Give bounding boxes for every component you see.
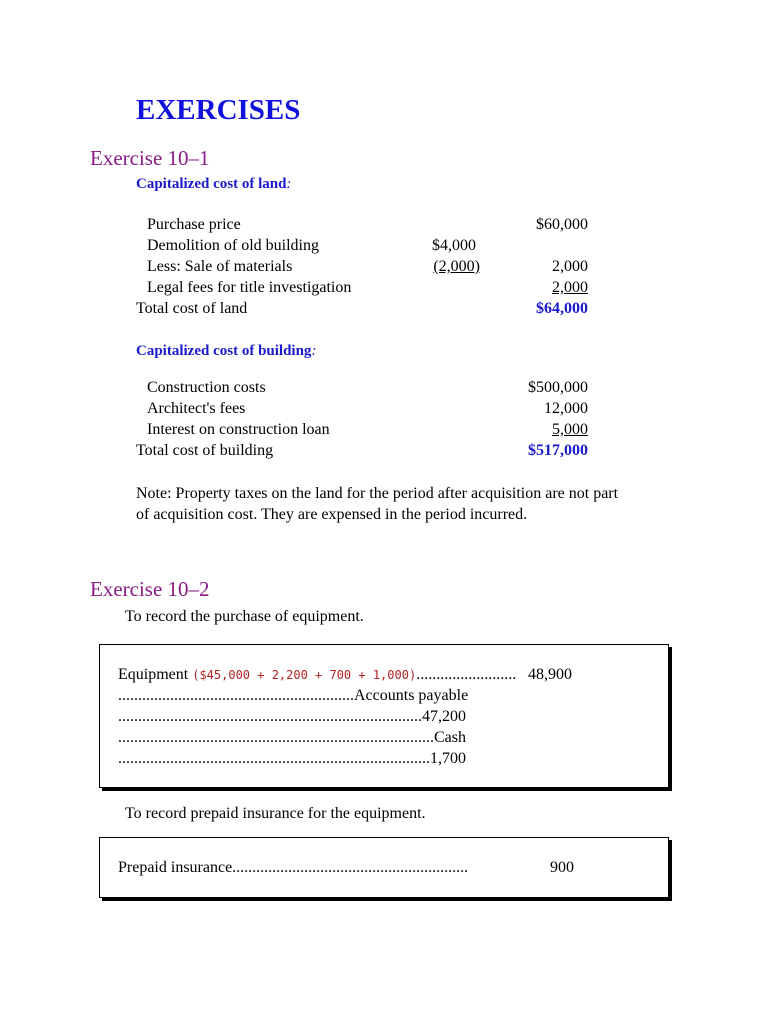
- land-subheading: [136, 176, 291, 193]
- building-row-value: [480, 421, 588, 439]
- land-row-label: Legal fees for title investigation: [147, 279, 352, 296]
- page-title: EXERCISES: [136, 94, 301, 126]
- land-subheading-text: Capitalized cost of land: [136, 176, 287, 192]
- land-row-label: Demolition of old building: [147, 237, 319, 254]
- building-row-label: Construction costs: [147, 379, 266, 396]
- entry1-line-3: ............................................................................47,200: [118, 708, 466, 725]
- entry2-debit: 900: [550, 859, 574, 876]
- land-row-right-value: 2,000: [552, 258, 588, 275]
- entry1-account: Equipment: [118, 666, 193, 683]
- building-row-label: Architect's fees: [147, 400, 246, 417]
- journal-entry-box-2: [99, 837, 669, 898]
- land-row-right-value-text: 2,000: [552, 279, 588, 296]
- building-row-value-text: 5,000: [552, 421, 588, 438]
- note-line-2: of acquisition cost. They are expensed in the period incurred.: [136, 506, 528, 523]
- entry2-account-line: Prepaid insurance...........................................................: [118, 859, 469, 876]
- building-subheading-colon: :: [311, 343, 317, 359]
- entry1-line-4: ...............................................................................Cash: [118, 729, 466, 746]
- note-line-1: Note: Property taxes on the land for the period after acquisition are not part: [136, 485, 619, 502]
- entry1-description: To record the purchase of equipment.: [125, 608, 364, 625]
- land-row-right-value: $60,000: [536, 216, 588, 233]
- journal-entry-box-1: [99, 644, 669, 788]
- entry2-description: To record prepaid insurance for the equipment.: [125, 805, 426, 822]
- building-subheading-text: Capitalized cost of building: [136, 343, 312, 359]
- land-row-right-value: [500, 279, 588, 297]
- entry1-account-line: [118, 666, 516, 684]
- land-row-mid-value: [400, 258, 480, 276]
- land-subheading-colon: :: [286, 176, 292, 192]
- land-row-label: Less: Sale of materials: [147, 258, 293, 275]
- entry1-line-2: ...........................................................Accounts payable: [118, 687, 469, 704]
- land-total-label: Total cost of land: [136, 300, 248, 317]
- entry1-calc: ($45,000 + 2,200 + 700 + 1,000): [192, 668, 417, 682]
- exercise-10-1-heading: Exercise 10–1: [90, 146, 210, 170]
- exercise-10-2-heading: Exercise 10–2: [90, 577, 210, 601]
- land-total-value: $64,000: [536, 300, 588, 317]
- entry1-dots: .........................: [416, 666, 517, 683]
- land-row-mid-value-text: (2,000): [433, 258, 480, 275]
- entry1-line-5: ..............................................................................1,700: [118, 750, 466, 767]
- land-row-label: Purchase price: [147, 216, 241, 233]
- building-row-value: 12,000: [544, 400, 588, 417]
- building-row-label: Interest on construction loan: [147, 421, 330, 438]
- building-total-label: Total cost of building: [136, 442, 274, 459]
- building-subheading: [136, 343, 316, 360]
- building-total-value: $517,000: [528, 442, 588, 459]
- land-row-mid-value: $4,000: [432, 237, 476, 254]
- entry1-debit: 48,900: [528, 666, 572, 683]
- building-row-value: $500,000: [528, 379, 588, 396]
